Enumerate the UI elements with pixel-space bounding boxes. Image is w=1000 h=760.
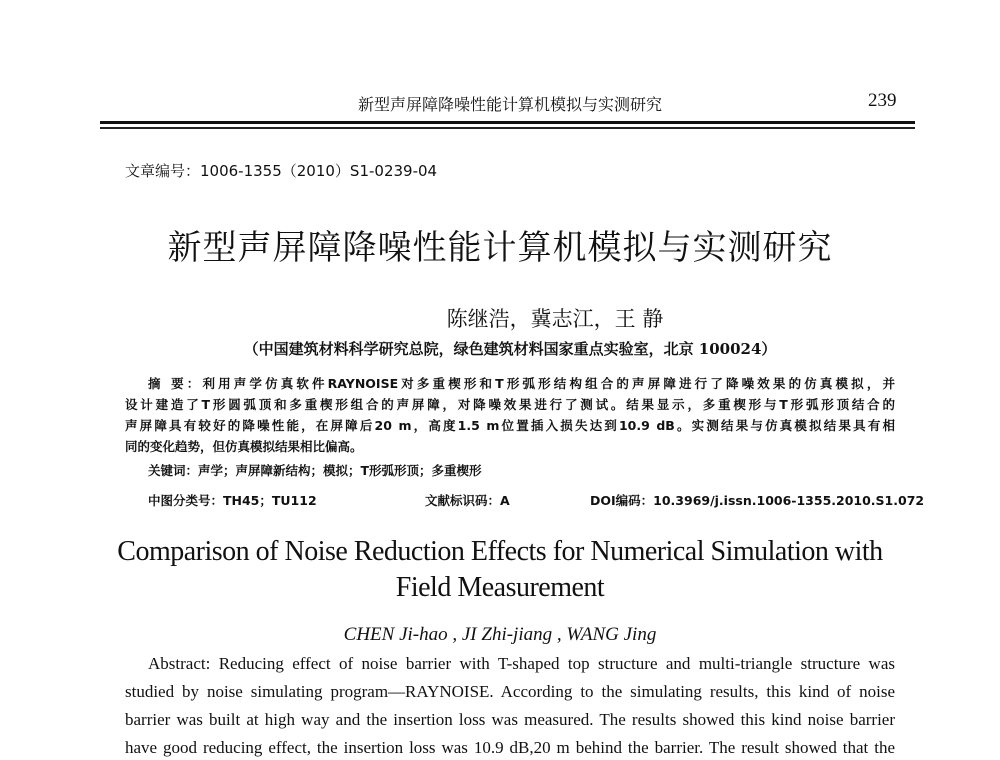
abstract-cn-line: 声屏障具有较好的降噪性能，在屏障后20 m，高度1.5 m位置插入损失达到10.9 dB。实测结果与仿真模拟结果具有相: [125, 418, 895, 433]
article-number: 文章编号：1006-1355（2010）S1-0239-04: [125, 162, 438, 180]
abstract-en-line: have good reducing effect, the insertion loss was 10.9 dB,20 m behind the barrier. The result showed that the: [125, 738, 895, 757]
page-number: 239: [868, 90, 897, 111]
abstract-en-line: studied by noise simulating program—RAYNOISE. According to the simulating results, this kind of noise: [125, 682, 895, 701]
paper-title-en-line2: Field Measurement: [395, 572, 605, 603]
abstract-en-line: Abstract: Reducing effect of noise barrier with T-shaped top structure and multi-triangle structure was: [148, 654, 895, 673]
header-rule-thin: [100, 127, 915, 129]
abstract-en-line: barrier was built at high way and the insertion loss was measured. The results showed this kind noise barrier: [125, 710, 895, 729]
affiliation-cn: （中国建筑材料科学研究总院，绿色建筑材料国家重点实验室，北京 100024）: [243, 340, 777, 358]
keywords-cn: 关键词：声学；声屏障新结构；模拟；T形弧形顶；多重楔形: [148, 463, 482, 478]
authors-en: CHEN Ji-hao , JI Zhi-jiang , WANG Jing: [343, 624, 657, 645]
document-code: 文献标识码：A: [425, 493, 510, 508]
paper-title-cn: 新型声屏障降噪性能计算机模拟与实测研究: [167, 228, 833, 268]
abstract-cn-line: 同的变化趋势，但仿真模拟结果相比偏高。: [125, 439, 363, 454]
header-rule: [100, 121, 915, 124]
abstract-cn-line: 摘 要：利用声学仿真软件RAYNOISE对多重楔形和T形弧形结构组合的声屏障进行了降噪效果的仿真模拟，并: [148, 376, 895, 391]
running-header-title: 新型声屏障降噪性能计算机模拟与实测研究: [357, 95, 662, 114]
authors-cn: 陈继浩，冀志江，王 静: [446, 307, 664, 331]
paper-title-en: Comparison of Noise Reduction Effects for Numerical Simulation with: [117, 536, 883, 567]
clc-number: 中图分类号：TH45；TU112: [148, 493, 317, 508]
abstract-cn-line: 设计建造了T形圆弧顶和多重楔形组合的声屏障，对降噪效果进行了测试。结果显示，多重楔形与T形弧形顶结合的: [125, 397, 895, 412]
doi: DOI编码：10.3969/j.issn.1006-1355.2010.S1.072: [590, 493, 925, 508]
